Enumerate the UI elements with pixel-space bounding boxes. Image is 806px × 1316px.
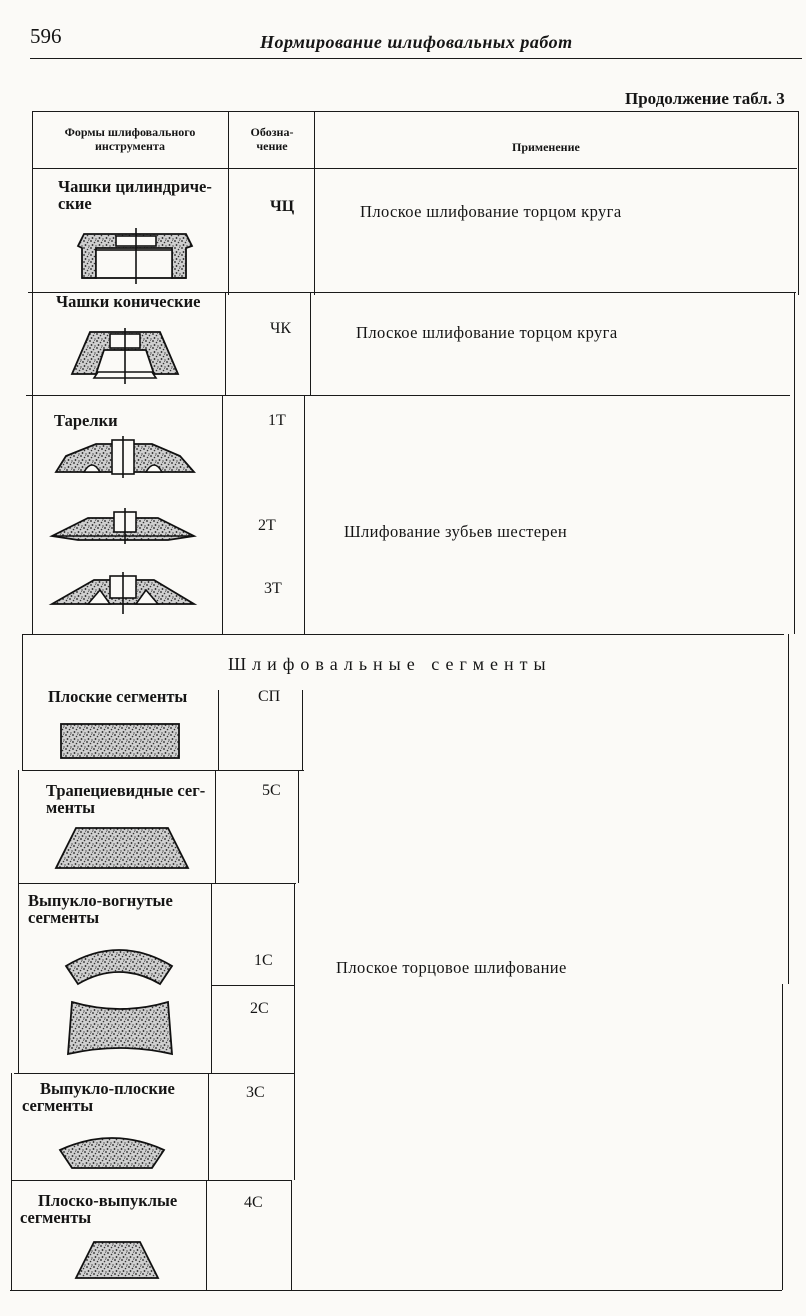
- segment-name-flat-convex: Плоско-выпуклые сегменты: [20, 1191, 178, 1227]
- table-right-border: [782, 984, 783, 1290]
- segment-name-flat: Плоские сегменты: [48, 687, 188, 706]
- table-right-border: [794, 292, 795, 634]
- segment-name-convex-flat: Выпукло-плоские сегменты: [22, 1079, 175, 1115]
- header-rule: [30, 58, 802, 59]
- row-name-conical-cups: Чашки конические: [56, 292, 201, 311]
- column-divider: [294, 883, 295, 1180]
- row-code-chc: ЧЦ: [270, 198, 295, 215]
- page-number: 596: [30, 24, 62, 48]
- column-divider: [310, 292, 311, 395]
- row-application: Плоское шлифование торцом круга: [356, 323, 618, 342]
- segment-divider: [22, 770, 304, 771]
- segments-application: Плоское торцовое шлифование: [336, 958, 567, 977]
- row-code-1t: 1Т: [268, 412, 286, 429]
- column-divider: [304, 395, 305, 634]
- column-divider: [222, 395, 223, 634]
- section-divider: [22, 634, 784, 635]
- cup-cylindrical-icon: [76, 226, 196, 286]
- segment-code-4c: 4С: [244, 1194, 263, 1211]
- column-divider: [314, 111, 315, 295]
- trapezoid-segment-icon: [52, 824, 192, 872]
- row-application-gears: Шлифование зубьев шестерен: [344, 522, 568, 541]
- table-right-border: [798, 111, 799, 295]
- segment-name-convex-concave: Выпукло-вогнутые сегменты: [28, 891, 173, 927]
- segment-code-2c: 2С: [250, 1000, 269, 1017]
- section-title-segments: Шлифовальные сегменты: [228, 654, 552, 674]
- row-code-2t: 2Т: [258, 517, 276, 534]
- segment-divider: [12, 1180, 292, 1181]
- dish-3t-icon: [48, 570, 198, 616]
- segment-code-3c: 3С: [246, 1084, 265, 1101]
- header-bottom-border: [32, 168, 797, 169]
- column-divider: [211, 883, 212, 1073]
- table-left-border: [18, 770, 19, 1073]
- column-divider: [208, 1073, 209, 1180]
- column-divider: [298, 770, 299, 883]
- header-application: Применение: [512, 140, 580, 154]
- row-name-dishes: Тарелки: [54, 411, 118, 430]
- table-bottom-border: [10, 1290, 782, 1291]
- dish-1t-icon: [52, 434, 198, 480]
- flat-convex-segment-icon: [72, 1238, 162, 1284]
- segment-divider: [18, 883, 296, 884]
- convex-flat-segment-icon: [56, 1130, 168, 1174]
- dish-2t-icon: [48, 506, 198, 546]
- table-left-border: [11, 1073, 12, 1290]
- row-code-3t: 3Т: [264, 580, 282, 597]
- column-divider: [225, 292, 226, 395]
- segment-code-1c: 1С: [254, 952, 273, 969]
- row-application: Плоское шлифование торцом круга: [360, 202, 622, 221]
- segment-divider: [14, 1073, 294, 1074]
- segment-code-divider: [212, 985, 294, 986]
- convex-concave-segment-1-icon: [62, 940, 176, 988]
- cup-conical-icon: [68, 326, 184, 386]
- convex-concave-segment-2-icon: [64, 998, 176, 1058]
- segment-code-sp: СП: [258, 688, 281, 705]
- segment-name-trapezoid: Трапециевидные сег-менты: [46, 781, 206, 817]
- column-divider: [206, 1180, 207, 1290]
- column-divider: [218, 690, 219, 770]
- flat-segment-icon: [58, 720, 182, 762]
- header-designation: Обозна-чение: [250, 125, 294, 153]
- segment-code-5c: 5С: [262, 782, 281, 799]
- row-code-chk: ЧК: [270, 320, 292, 337]
- table-left-border: [22, 634, 23, 770]
- column-divider: [291, 1180, 292, 1290]
- table-left-border: [32, 111, 33, 634]
- row-divider: [26, 395, 790, 396]
- table-continuation: Продолжение табл. 3: [625, 89, 785, 108]
- running-title: Нормирование шлифовальных работ: [260, 32, 573, 52]
- table-right-border: [788, 634, 789, 984]
- table-top-border: [32, 111, 798, 112]
- header-form: Формы шлифовального инструмента: [64, 125, 196, 153]
- row-name-cylindrical-cups: Чашки цилиндриче-ские: [58, 177, 212, 213]
- column-divider: [302, 690, 303, 770]
